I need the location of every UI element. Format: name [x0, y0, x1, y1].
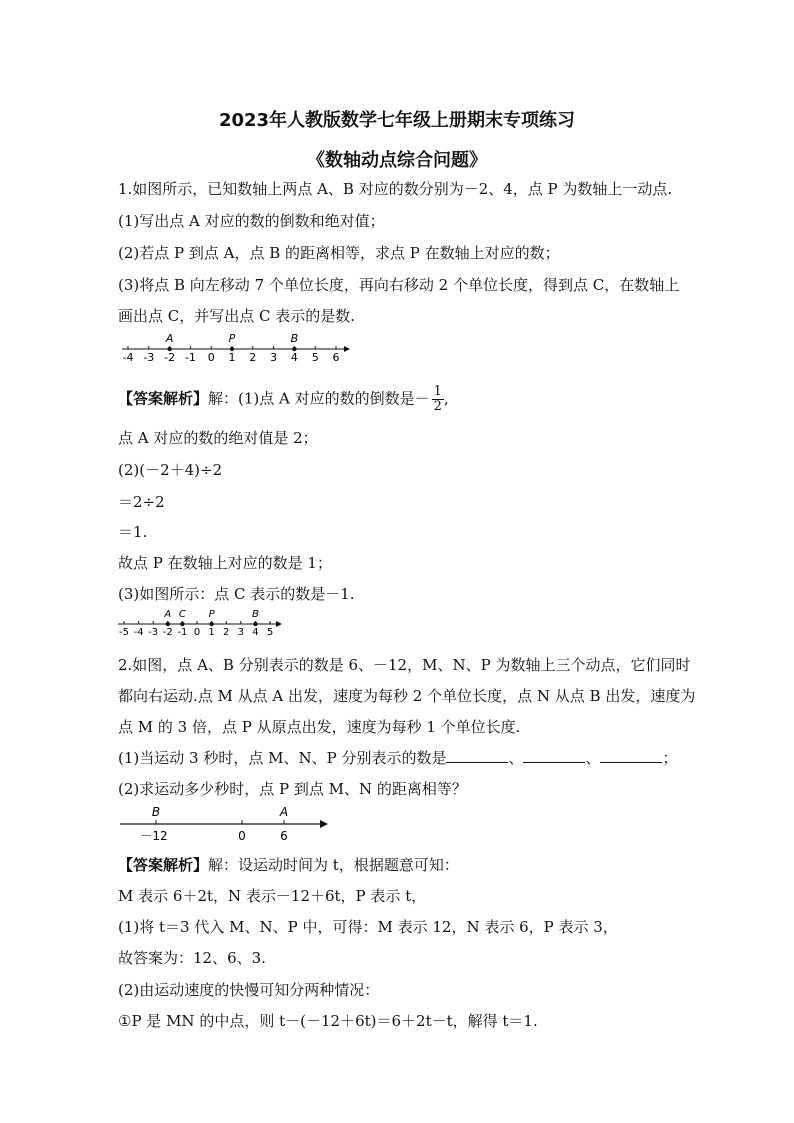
q2-answer-line1: [118, 854, 459, 875]
q2-answer-line4: 故答案为：12、6、3.: [118, 949, 266, 967]
q2-part2: (2)求运动多少秒时，点 P 到点 M、N 的距离相等？: [118, 780, 467, 798]
number-line-q1: [112, 328, 362, 368]
tick-label: -4: [122, 351, 134, 364]
number-line-q2: [116, 802, 336, 846]
tick-label: 3: [237, 627, 244, 638]
q2-part1-text: (1)当运动 3 秒时，点 M、N、P 分别表示的数是: [118, 749, 447, 767]
q1-part3-line1: (3)将点 B 向左移动 7 个单位长度，再向右移动 2 个单位长度，得到点 C，在数轴上: [118, 276, 680, 294]
point-label-p: P: [228, 332, 236, 345]
number-line-q1-answer: [112, 606, 292, 642]
q1-answer-line4: ＝2÷2: [118, 493, 165, 511]
tick-label: -3: [143, 351, 155, 364]
point-dot-p: [209, 622, 213, 626]
q1-stem: 1.如图所示，已知数轴上两点 A、B 对应的数分别为－2、4，点 P 为数轴上一动点.: [118, 180, 673, 198]
tick-label: 4: [290, 351, 298, 364]
tick-label: -1: [184, 351, 196, 364]
q1-answer-line5: ＝1.: [118, 523, 148, 541]
page-title: 2023年人教版数学七年级上册期末专项练习: [218, 110, 576, 131]
answer-blank-m[interactable]: [446, 748, 508, 763]
q2-answer-tag: 【答案解析】: [118, 856, 209, 874]
q1-answer-comma: ,: [443, 389, 449, 408]
point-label-a: A: [165, 332, 174, 345]
tick-label: -1: [177, 627, 188, 638]
q1-part1: (1)写出点 A 对应的数的倒数和绝对值；: [118, 212, 385, 230]
q2-answer-line2: M 表示 6＋2t，N 表示－12＋6t，P 表示 t，: [118, 887, 427, 905]
point-dot-p: [230, 347, 234, 351]
q2-answer-text: 解：设运动时间为 t，根据题意可知：: [208, 856, 459, 874]
q1-part2: (2)若点 P 到点 A，点 B 的距离相等，求点 P 在数轴上对应的数；: [118, 244, 560, 262]
point-dot-b: [292, 347, 296, 351]
tick-label: -2: [162, 627, 173, 638]
tick-label: 6: [332, 351, 340, 364]
page-subtitle: 《数轴动点综合问题》: [307, 150, 487, 171]
tick-label: 5: [311, 351, 319, 364]
fraction-denominator: 2: [433, 399, 442, 414]
point-label-a: A: [279, 805, 289, 819]
axis-arrow: [344, 346, 350, 352]
tick-label: -5: [119, 627, 129, 638]
q1-answer-line6: 故点 P 在数轴上对应的数是 1；: [118, 554, 332, 572]
tick-label-6: 6: [280, 829, 288, 843]
point-dot-c: [180, 622, 184, 626]
tick-label: -2: [164, 351, 176, 364]
q2-stem-line1: 2.如图，点 A、B 分别表示的数是 6、－12，M、N、P 为数轴上三个动点，它们同时: [118, 656, 691, 674]
q1-part3-line2: 画出点 C，并写出点 C 表示的是数.: [118, 307, 356, 325]
point-label-a: A: [164, 609, 172, 620]
point-label-b: B: [290, 332, 299, 345]
tick-label: 5: [266, 627, 274, 638]
fraction-numerator: 1: [433, 384, 442, 399]
tick-label: 0: [193, 627, 201, 638]
axis-arrow: [276, 621, 282, 627]
fraction-one-half: [432, 385, 444, 414]
point-label-p: P: [208, 609, 215, 620]
answer-blank-n[interactable]: [523, 748, 585, 763]
tick-label: 0: [207, 351, 215, 364]
q2-part1: [118, 747, 678, 768]
q2-answer-line6: ①P 是 MN 的中点，则 t－(－12＋6t)＝6＋2t－t，解得 t＝1.: [118, 1012, 538, 1030]
q2-answer-line3: (1)将 t＝3 代入 M、N、P 中，可得：M 表示 12，N 表示 6，P 表示 3，: [118, 918, 618, 936]
q1-answer-tag: 【答案解析】: [118, 389, 209, 408]
tick-label-neg12: －12: [140, 829, 168, 843]
separator: 、: [508, 749, 524, 767]
axis-arrow: [320, 820, 328, 828]
tick-label: 4: [252, 627, 259, 638]
q1-answer-text: 解：(1)点 A 对应的数的倒数是－: [208, 389, 430, 408]
point-label-b: B: [151, 805, 161, 819]
point-label-c: C: [178, 609, 186, 620]
tick-label: 2: [223, 627, 230, 638]
q2-part1-end: ；: [662, 749, 678, 767]
point-label-b: B: [251, 609, 259, 620]
q1-answer-line2: 点 A 对应的数的绝对值是 2；: [118, 429, 318, 447]
tick-label: -4: [133, 627, 144, 638]
q2-answer-line5: (2)由运动速度的快慢可知分两种情况：: [118, 981, 380, 999]
tick-label: 1: [208, 627, 215, 638]
point-dot-a: [167, 347, 171, 351]
q1-answer-line3: (2)(－2＋4)÷2: [118, 461, 223, 479]
answer-blank-p[interactable]: [600, 748, 662, 763]
separator: 、: [585, 749, 601, 767]
tick-label-0: 0: [238, 829, 246, 843]
tick-label: 2: [249, 351, 257, 364]
tick-label: 1: [228, 351, 236, 364]
q2-stem-line3: 点 M 的 3 倍，点 P 从原点出发，速度为每秒 1 个单位长度.: [118, 718, 521, 736]
point-dot-b: [253, 622, 257, 626]
tick-label: -3: [148, 627, 159, 638]
q1-answer-line1: [118, 385, 449, 414]
point-dot-a: [166, 622, 170, 626]
q1-answer-line7: (3)如图所示：点 C 表示的数是－1.: [118, 585, 355, 603]
q2-stem-line2: 都向右运动.点 M 从点 A 出发，速度为每秒 2 个单位长度，点 N 从点 B 出发，速度为: [118, 687, 696, 705]
tick-label: 3: [270, 351, 278, 364]
